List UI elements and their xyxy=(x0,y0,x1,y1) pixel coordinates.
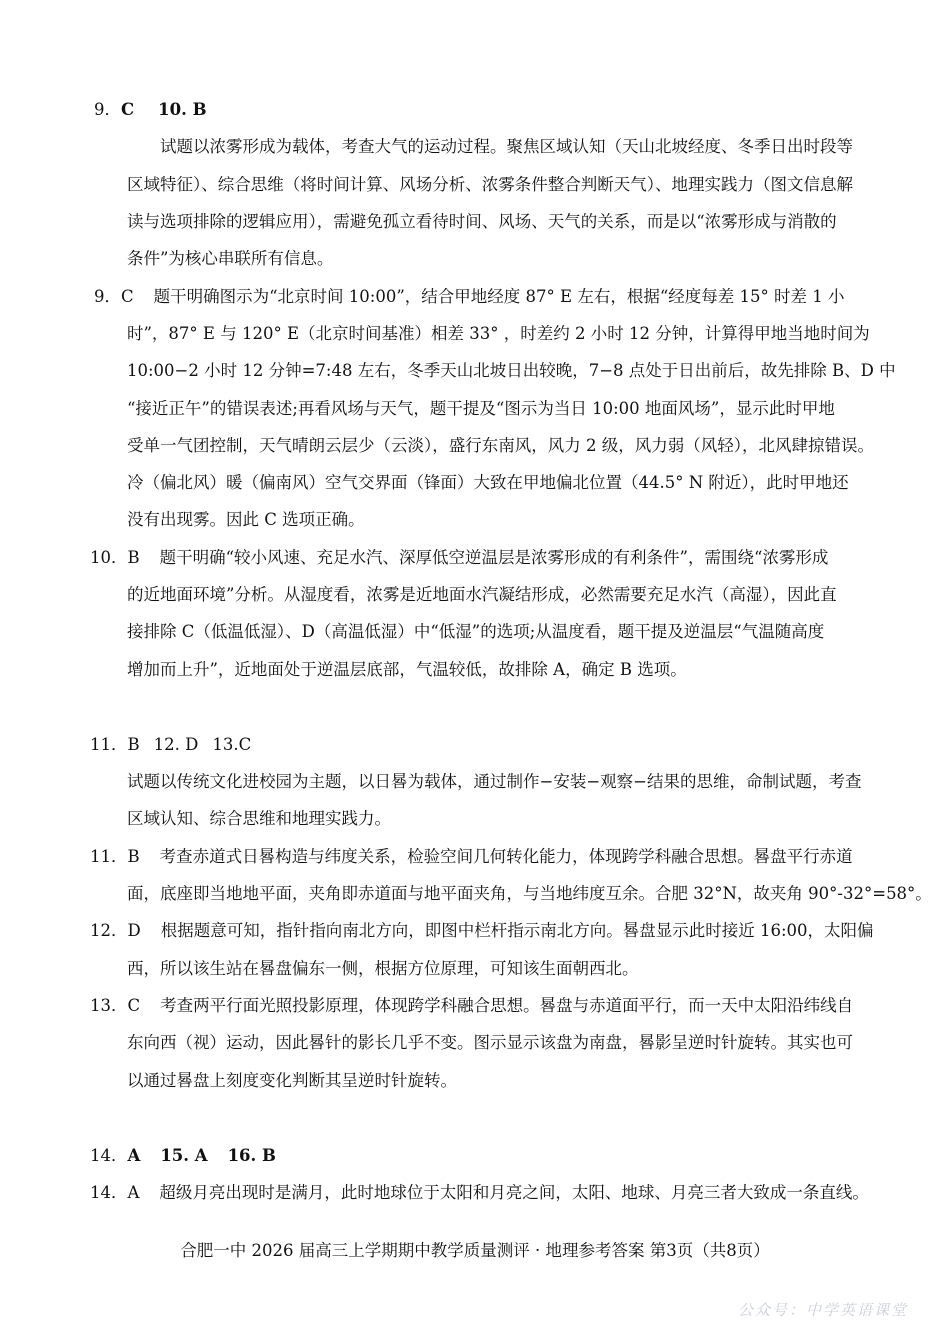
item9-text-line-5: 受单一气团控制，天气晴朗云层少（云淡），盛行东南风，风力 2 级，风力弱（风轻），北风肆掠错误。 xyxy=(127,436,874,455)
item13-text-line-1: 考查两平行面光照投影原理，体现跨学科融合思想。晷盘与赤道面平行，而一天中太阳沿纬线自 xyxy=(160,996,854,1015)
q11-answer: 11．B xyxy=(90,735,140,754)
item9-text-line-4: “接近正午”的错误表述;再看风场与天气，题干提及“图示为当日 10:00 地面风场”，显示此时甲地 xyxy=(127,399,835,418)
item9-text-line-3: 10:00−2 小时 12 分钟=7:48 左右，冬季天山北坡日出较晚，7−8 点处于日出前后，故先排除 B、D 中 xyxy=(127,361,896,380)
q9-10-header xyxy=(94,99,207,121)
item10-number: 10．B xyxy=(90,548,140,567)
q11-13-intro-line-2: 区域认知、综合思维和地理实践力。 xyxy=(127,809,391,828)
q9-10-intro-line-1: 试题以浓雾形成为载体，考查大气的运动过程。聚焦区域认知（天山北坡经度、冬季日出时段等 xyxy=(160,137,853,156)
q9-answer: C xyxy=(121,100,135,119)
item10-text-line-3: 接排除 C（低温低湿）、D（高温低湿）中“低湿”的选项;从温度看，题干提及逆温层“气温随高度 xyxy=(127,622,825,641)
q14-16-header xyxy=(90,1145,276,1167)
item14-first-line xyxy=(90,1182,869,1204)
item12-first-line xyxy=(90,920,874,942)
item12-number: 12．D xyxy=(90,921,141,940)
item9-text-line-7: 没有出现雾。因此 C 选项正确。 xyxy=(127,510,365,529)
item9-text-line-2: 时”，87° E 与 120° E（北京时间基准）相差 33° ，时差约 2 小时 12 分钟，计算得甲地当地时间为 xyxy=(127,324,870,343)
q14-number: 14． xyxy=(90,1146,128,1165)
q9-10-intro-line-2: 区域特征）、综合思维（将时间计算、风场分析、浓雾条件整合判断天气）、地理实践力（图文信息解 xyxy=(127,175,853,194)
q11-13-intro-line-1: 试题以传统文化进校园为主题，以日晷为载体，通过制作−安装−观察−结果的思维，命制试题，考查 xyxy=(127,772,862,791)
item11-number: 11．B xyxy=(90,847,140,866)
q9-10-intro-line-4: 条件”为核心串联所有信息。 xyxy=(127,249,334,268)
item14-number: 14．A xyxy=(90,1183,140,1202)
item12-text-line-2: 西，所以该生站在晷盘偏东一侧，根据方位原理，可知该生面朝西北。 xyxy=(127,959,639,978)
q14-answer: A xyxy=(127,1146,141,1165)
item10-first-line xyxy=(90,547,828,569)
q9-10-intro-line-3: 读与选项排除的逻辑应用），需避免孤立看待时间、风场、天气的关系，而是以“浓雾形成与消散的 xyxy=(127,212,837,231)
q12-answer: 12. D xyxy=(153,735,199,754)
q9-number: 9． xyxy=(94,100,121,119)
item12-text-line-1: 根据题意可知，指针指向南北方向，即图中栏杆指示南北方向。晷盘显示此时接近 16:00，太阳偏 xyxy=(160,921,874,940)
item14-text-line-1: 超级月亮出现时是满月，此时地球位于太阳和月亮之间，太阳、地球、月亮三者大致成一条直线。 xyxy=(159,1183,869,1202)
item10-text-line-4: 增加而上升”，近地面处于逆温层底部，气温较低，故排除 A，确定 B 选项。 xyxy=(127,660,687,679)
item13-text-line-2: 东向西（视）运动，因此晷针的影长几乎不变。图示显示该盘为南盘，晷影呈逆时针旋转。其实也可 xyxy=(127,1033,853,1052)
item9-number: 9．C xyxy=(94,287,134,306)
item9-first-line xyxy=(94,286,844,308)
item10-text-line-2: 的近地面环境”分析。从湿度看，浓雾是近地面水汽凝结形成，必然需要充足水汽（高湿），因此直 xyxy=(127,585,837,604)
item11-first-line xyxy=(90,846,853,868)
q15-answer: 15. A xyxy=(160,1146,208,1165)
watermark: 公众号：中学英语课堂 xyxy=(737,1301,908,1319)
page-footer: 合肥一中 2026 届高三上学期期中教学质量测评 · 地理参考答案 第3页（共8页） xyxy=(180,1241,770,1260)
q11-13-header xyxy=(90,734,251,756)
item11-text-line-1: 考查赤道式日晷构造与纬度关系，检验空间几何转化能力，体现跨学科融合思想。晷盘平行赤道 xyxy=(159,847,853,866)
q16-answer: 16. B xyxy=(227,1146,276,1165)
item9-text-line-6: 冷（偏北风）暖（偏南风）空气交界面（锋面）大致在甲地偏北位置（44.5° N 附近），此时甲地还 xyxy=(127,473,849,492)
item13-first-line xyxy=(90,995,853,1017)
item11-text-line-2: 面，底座即当地地平面，夹角即赤道面与地平面夹角，与当地纬度互余。合肥 32°N，故夹角 90°-32°=58°。 xyxy=(127,884,932,903)
item13-number: 13．C xyxy=(90,996,141,1015)
q10-answer: 10. B xyxy=(158,100,207,119)
q13-answer: 13.C xyxy=(212,735,252,754)
item10-text-line-1: 题干明确“较小风速、充足水汽、深厚低空逆温层是浓雾形成的有利条件”，需围绕“浓雾形成 xyxy=(159,548,829,567)
item9-text-line-1: 题干明确图示为“北京时间 10:00”，结合甲地经度 87° E 左右，根据“经度每差 15° 时差 1 小 xyxy=(153,287,845,306)
item13-text-line-3: 以通过晷盘上刻度变化判断其呈逆时针旋转。 xyxy=(127,1071,457,1090)
